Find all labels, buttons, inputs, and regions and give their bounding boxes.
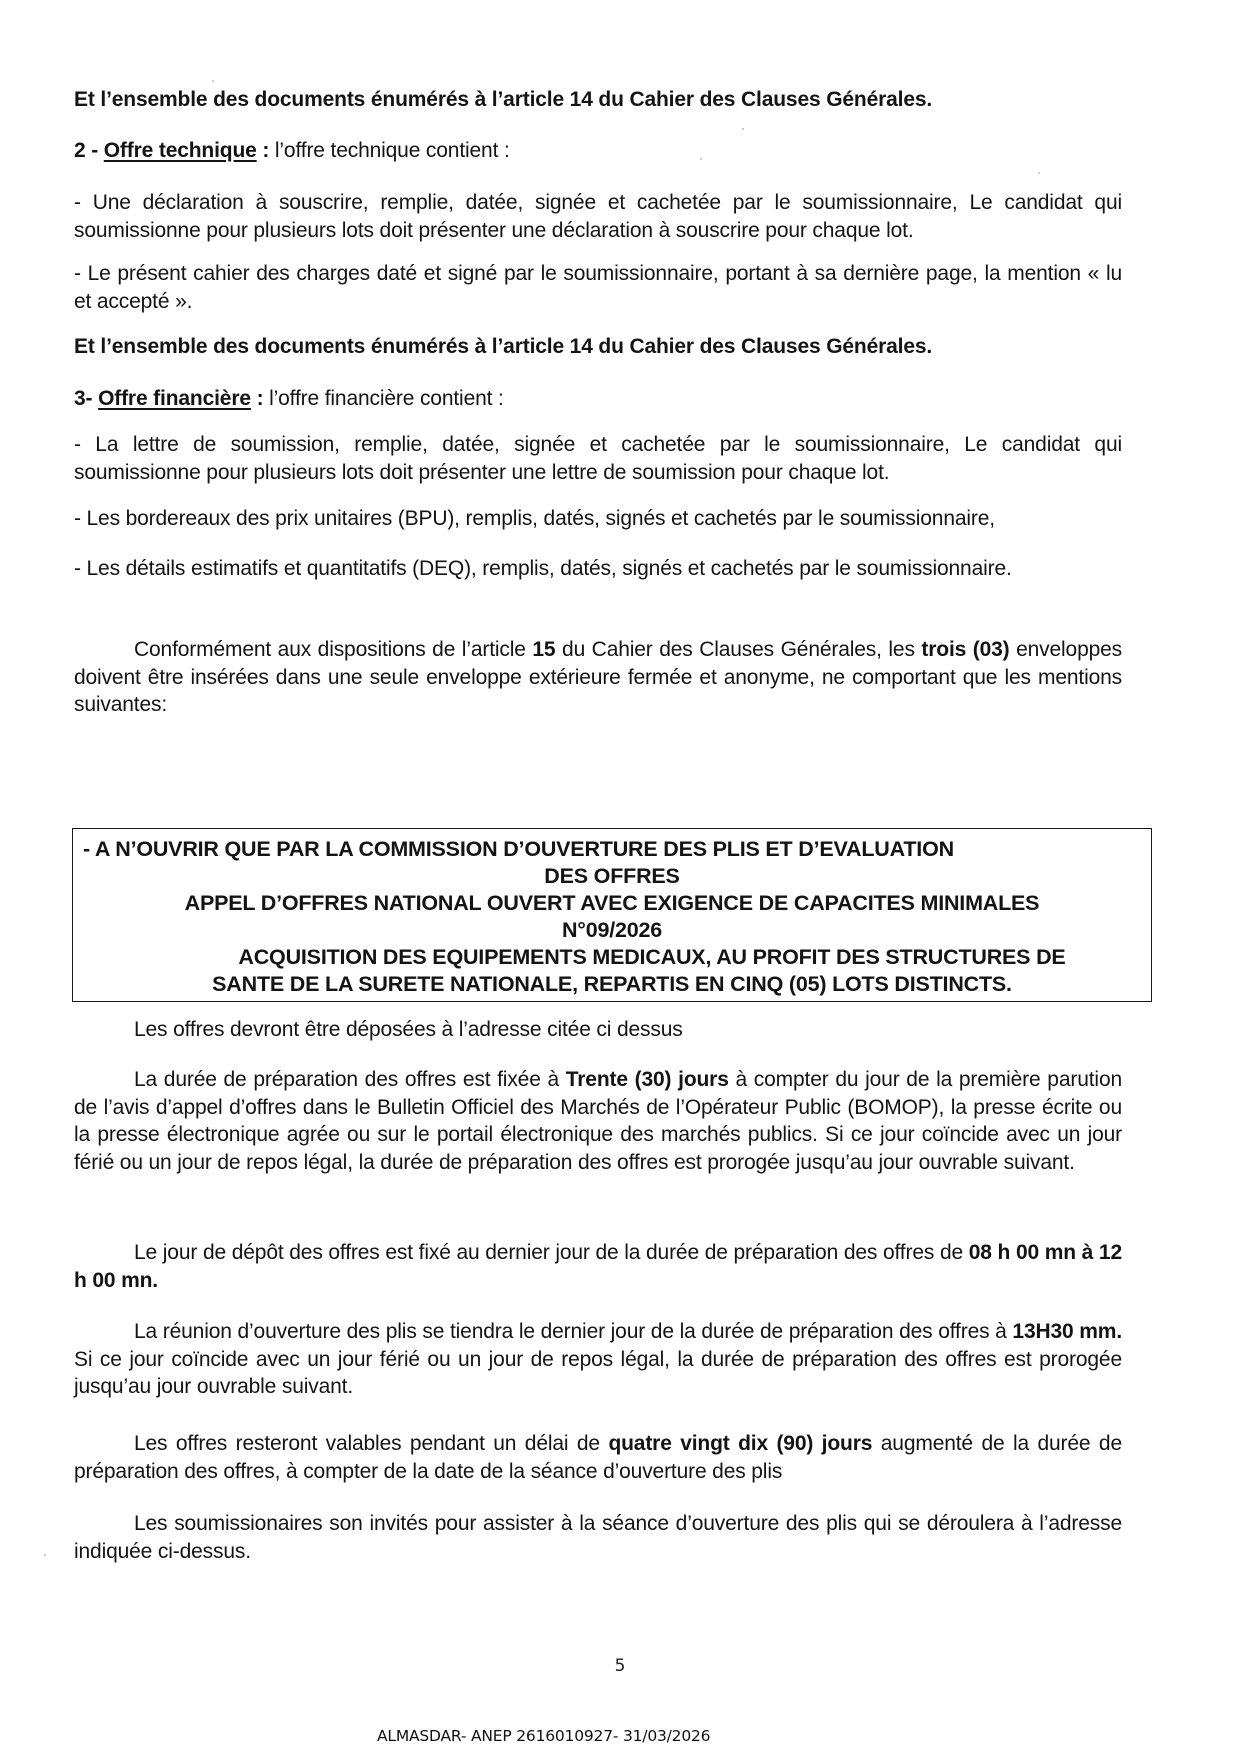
envelope-text-2: du Cahier des Clauses Générales, les — [555, 638, 922, 661]
financial-offer-heading — [74, 385, 1122, 413]
scan-speck — [44, 1554, 46, 1556]
box-line-1: - A N’OUVRIR QUE PAR LA COMMISSION D’OUVERTURE DES PLIS ET D’EVALUATION — [83, 837, 954, 861]
duration-text-2: à compter du jour de la première parution de l’avis d’appel d’offres dans le Bulletin Officiel des Marchés de l’Opérateur Public (BOMOP), la presse écrite ou la presse électronique agrée ou sur le portail électronique des marchés publics. Si ce jour coïncide avec un jour férié ou un jour de repos légal, la durée de préparation des offres est prorogée jusqu’au jour ouvrable suivant. — [74, 1068, 1122, 1174]
technical-offer-number: 2 - — [74, 139, 104, 162]
technical-offer-title: Offre technique — [103, 139, 257, 162]
financial-offer-number: 3- — [74, 387, 99, 410]
validity-paragraph — [74, 1430, 1122, 1485]
validity-days: quatre vingt dix (90) jours — [608, 1432, 873, 1455]
envelope-count: trois (03) — [921, 638, 1010, 661]
opening-time: 13H30 mm. — [1012, 1320, 1123, 1343]
financial-item-lettre: - La lettre de soumission, remplie, datée, signée et cachetée par le soumissionnaire, Le candidat qui soumissionne pour plusieurs lots doit présenter une lettre de soumission pour chaque lot. — [74, 433, 1122, 484]
scan-speck — [212, 80, 214, 82]
technical-offer-separator: : — [256, 139, 275, 162]
address-paragraph: Les offres devront être déposées à l’adresse citée ci dessus — [134, 1018, 683, 1041]
scan-speck — [1038, 172, 1040, 174]
financial-item-bpu: - Les bordereaux des prix unitaires (BPU), remplis, datés, signés et cachetés par le soumissionnaire, — [74, 507, 995, 530]
deposit-paragraph — [74, 1239, 1122, 1294]
validity-text-2: augmenté de la durée de préparation des offres, à compter de la date de la séance d’ouverture des plis — [74, 1432, 1122, 1483]
duration-paragraph — [74, 1066, 1122, 1176]
box-line-5: ACQUISITION DES EQUIPEMENTS MEDICAUX, AU PROFIT DES STRUCTURES DE — [238, 945, 1066, 969]
deposit-text: Le jour de dépôt des offres est fixé au dernier jour de la durée de préparation des offres de — [134, 1241, 969, 1264]
invitation-paragraph: Les soumissionaires son invités pour assister à la séance d’ouverture des plis qui se déroulera à l’adresse indiquée ci-dessus. — [74, 1512, 1122, 1563]
technical-item-declaration: - Une déclaration à souscrire, remplie, datée, signée et cachetée par le soumissionnaire, Le candidat qui soumissionne pour plusieurs lots doit présenter une déclaration à souscrire pour chaque lot. — [74, 191, 1122, 242]
financial-offer-intro: l’offre financière contient : — [269, 387, 504, 410]
box-line-2: DES OFFRES — [544, 864, 680, 888]
deposit-hours: 08 h 00 mn à 12 h 00 mn. — [74, 1241, 1122, 1292]
technical-offer-closing: Et l’ensemble des documents énumérés à l’article 14 du Cahier des Clauses Générales. — [74, 335, 933, 358]
envelope-article: 15 — [532, 638, 556, 661]
financial-offer-separator: : — [250, 387, 270, 410]
opening-text-1: La réunion d’ouverture des plis se tiendra le dernier jour de la durée de préparation des offres à — [134, 1320, 1013, 1343]
duration-text-1: La durée de préparation des offres est fixée à — [134, 1068, 566, 1091]
technical-item-cahier: - Le présent cahier des charges daté et signé par le soumissionnaire, portant à sa dernière page, la mention « lu et accepté ». — [74, 262, 1122, 313]
box-line-6: SANTE DE LA SURETE NATIONALE, REPARTIS EN CINQ (05) LOTS DISTINCTS. — [212, 972, 1012, 996]
publication-footer: ALMASDAR- ANEP 2616010927- 31/03/2026 — [377, 1727, 711, 1745]
opening-paragraph — [74, 1318, 1122, 1401]
validity-text-1: Les offres resteront valables pendant un délai de — [134, 1432, 609, 1455]
envelope-paragraph — [74, 636, 1122, 719]
opening-text-2: Si ce jour coïncide avec un jour férié ou un jour de repos légal, la durée de préparation des offres est prorogée jusqu’au jour ouvrable suivant. — [74, 1347, 1122, 1398]
envelope-text-3: enveloppes doivent être insérées dans une seule enveloppe extérieure fermée et anonyme, ne comportant que les mentions suivantes: — [74, 638, 1123, 716]
box-line-3: APPEL D’OFFRES NATIONAL OUVERT AVEC EXIGENCE DE CAPACITES MINIMALES — [184, 891, 1040, 915]
duration-days: Trente (30) jours — [565, 1068, 729, 1091]
section-1-closing: Et l’ensemble des documents énumérés à l’article 14 du Cahier des Clauses Générales. — [74, 88, 933, 111]
financial-item-deq: - Les détails estimatifs et quantitatifs (DEQ), remplis, datés, signés et cachetés par le soumissionnaire. — [74, 557, 1012, 580]
envelope-mentions-box — [72, 828, 1152, 1002]
scan-speck — [700, 158, 702, 160]
technical-offer-heading — [74, 137, 1122, 165]
envelope-text-1: Conformément aux dispositions de l’article — [134, 638, 533, 661]
financial-offer-title: Offre financière — [98, 387, 251, 410]
technical-offer-intro: l’offre technique contient : — [274, 139, 510, 162]
box-line-4: N°09/2026 — [561, 918, 663, 942]
scan-speck — [742, 128, 744, 130]
page-number: 5 — [614, 1656, 626, 1676]
